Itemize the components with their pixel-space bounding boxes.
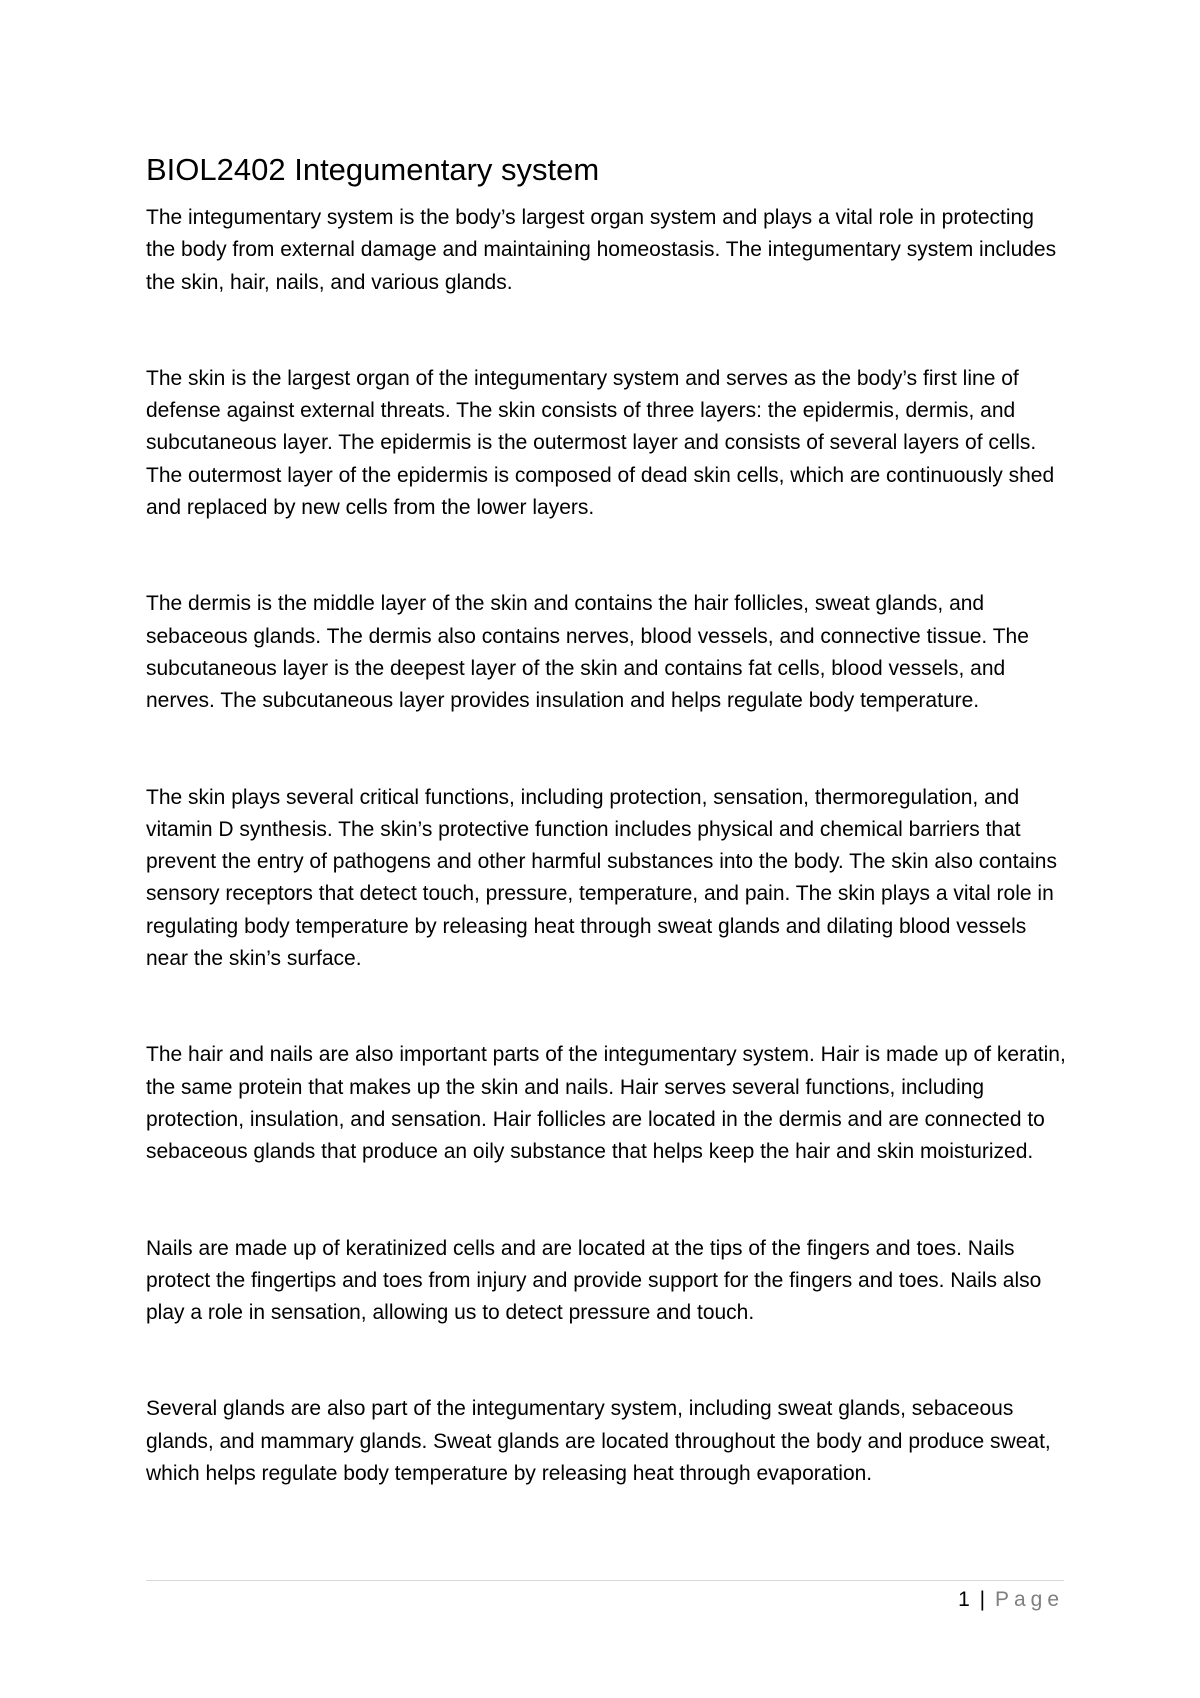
page-label: Page — [994, 1588, 1064, 1611]
document-title: BIOL2402 Integumentary system — [146, 152, 600, 187]
paragraph-skin: The skin is the largest organ of the integumentary system and serves as the body’s first line of defense against external threats. The skin consists of three layers: the epidermis, dermis, and subcutaneous layer. The epidermis is the outermost layer and consists of several layers of cells. The outermost layer of the epidermis is composed of dead skin cells, which are continuously shed and replaced by new cells from the lower layers. — [146, 366, 1055, 520]
footer-separator: | — [979, 1588, 986, 1611]
document-body — [146, 150, 1066, 1490]
paragraph-skin-functions: The skin plays several critical functions, including protection, sensation, thermoregulation, and vitamin D synthesis. The skin’s protective function includes physical and chemical barriers that prevent the entry of pathogens and other harmful substances into the body. The skin also contains sensory receptors that detect touch, pressure, temperature, and pain. The skin plays a vital role in regulating body temperature by releasing heat through sweat glands and dilating blood vessels near the skin’s surface. — [146, 785, 1057, 971]
page-number: 1 — [958, 1588, 970, 1611]
footer-divider — [146, 1580, 1064, 1581]
page-footer — [958, 1586, 1064, 1614]
paragraph-hair-nails: The hair and nails are also important parts of the integumentary system. Hair is made up of keratin, the same protein that makes up the skin and nails. Hair serves several functions, including protection, insulation, and sensation. Hair follicles are located in the dermis and are connected to sebaceous glands that produce an oily substance that helps keep the hair and skin moisturized. — [146, 1043, 1066, 1164]
paragraph-intro: The integumentary system is the body’s largest organ system and plays a vital role in protecting the body from external damage and maintaining homeostasis. The integumentary system includes the skin, hair, nails, and various glands. — [146, 206, 1057, 294]
paragraph-nails: Nails are made up of keratinized cells and are located at the tips of the fingers and toes. Nails protect the fingertips and toes from injury and provide support for the fingers and toes. Nails also play a role in sensation, allowing us to detect pressure and touch. — [146, 1236, 1042, 1325]
paragraph-dermis: The dermis is the middle layer of the skin and contains the hair follicles, sweat glands, and sebaceous glands. The dermis also contains nerves, blood vessels, and connective tissue. The subcutaneous layer is the deepest layer of the skin and contains fat cells, blood vessels, and nerves. The subcutaneous layer provides insulation and helps regulate body temperature. — [146, 592, 1029, 713]
paragraph-glands: Several glands are also part of the integumentary system, including sweat glands, sebaceous glands, and mammary glands. Sweat glands are located throughout the body and produce sweat, which helps regulate body temperature by releasing heat through evaporation. — [146, 1397, 1051, 1486]
